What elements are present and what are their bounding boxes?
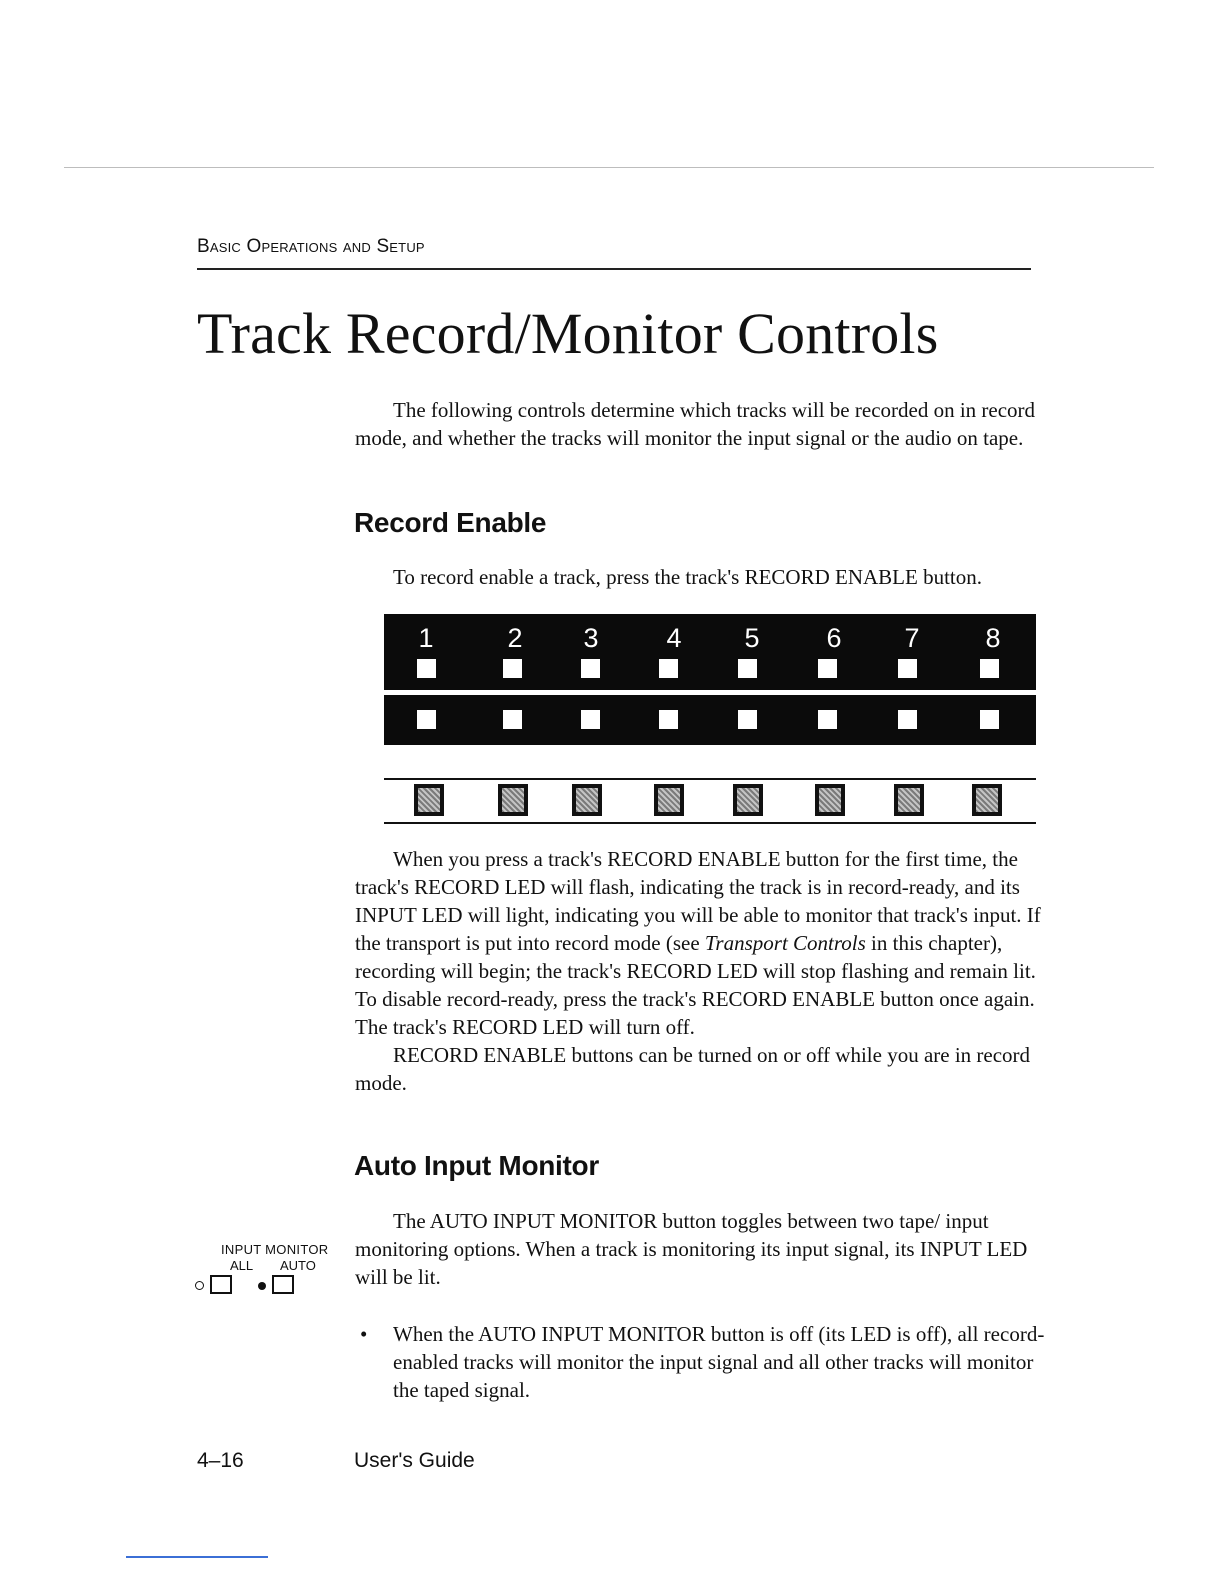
running-head-text: asic Operations and Setup: [209, 236, 425, 257]
track-number: 6: [826, 623, 842, 653]
auto-input-monitor-heading: Auto Input Monitor: [354, 1150, 599, 1181]
paragraph-text: When you press a track's RECORD ENABLE button for the first time, the track's RECORD LED will flash, indicating the track is in record-ready, and its INPUT LED will light, indicating you will be able to monitor that track's input. If the transport is put into record mode (see: [355, 847, 1041, 955]
track-number: 8: [985, 623, 1001, 653]
bottom-rule: [126, 1556, 268, 1558]
record-enable-button[interactable]: [414, 784, 444, 816]
top-rule: [64, 167, 1154, 168]
record-led: [980, 659, 999, 678]
running-head-initial: B: [197, 236, 210, 257]
running-head: [197, 236, 425, 258]
record-enable-button[interactable]: [654, 784, 684, 816]
record-enable-button[interactable]: [972, 784, 1002, 816]
record-led: [738, 659, 757, 678]
page-title: Track Record/Monitor Controls: [197, 301, 939, 366]
input-led-strip: [384, 695, 1036, 745]
auto-input-monitor-paragraph: The AUTO INPUT MONITOR button toggles between two tape/ input monitoring options. When a track is monitoring its input signal, its INPUT LED will be lit.: [355, 1209, 1028, 1289]
record-enable-button[interactable]: [498, 784, 528, 816]
record-enable-button[interactable]: [733, 784, 763, 816]
record-led: [417, 659, 436, 678]
input-led: [417, 710, 436, 729]
auto-label: AUTO: [280, 1258, 316, 1273]
input-monitor-side-panel: [208, 1238, 348, 1298]
track-number: 3: [583, 623, 599, 653]
record-led-strip: [384, 614, 1036, 690]
track-number: 5: [744, 623, 760, 653]
all-label: ALL: [230, 1258, 254, 1273]
record-enable-button-row: [384, 778, 1036, 824]
input-led: [980, 710, 999, 729]
footer-title: User's Guide: [354, 1449, 475, 1472]
track-number: 7: [904, 623, 920, 653]
record-enable-button[interactable]: [572, 784, 602, 816]
record-led: [503, 659, 522, 678]
all-led-icon: [195, 1281, 204, 1290]
input-monitor-label: INPUT MONITOR: [221, 1242, 329, 1257]
page-number: 4–16: [197, 1449, 244, 1472]
record-enable-description: [355, 845, 1060, 1097]
record-led: [581, 659, 600, 678]
record-enable-button[interactable]: [894, 784, 924, 816]
input-led: [659, 710, 678, 729]
paragraph-text: in this chapter), recording will begin; the track's RECORD LED will stop flashing and remain lit. To disable record-ready, press the track's RECORD ENABLE button once again. The track's RECORD LED will turn off.: [355, 931, 1036, 1039]
track-number: 4: [666, 623, 682, 653]
all-input-monitor-button[interactable]: [210, 1275, 232, 1294]
input-led: [818, 710, 837, 729]
record-led: [898, 659, 917, 678]
track-number: 1: [418, 623, 434, 653]
record-enable-paragraph-2: RECORD ENABLE buttons can be turned on or off while you are in record mode.: [355, 1043, 1031, 1095]
record-enable-button[interactable]: [815, 784, 845, 816]
transport-controls-reference: Transport Controls: [704, 931, 866, 955]
track-number: 2: [507, 623, 523, 653]
track-panel-illustration: [384, 614, 1036, 745]
input-led: [503, 710, 522, 729]
list-item: [355, 1320, 1060, 1404]
intro-paragraph: The following controls determine which tracks will be recorded on in record mode, and whether the tracks will monitor the input signal or the audio on tape.: [355, 398, 1036, 450]
running-head-bar: [197, 236, 1031, 270]
bullet-icon: •: [360, 1322, 368, 1346]
record-enable-instruction: To record enable a track, press the track's RECORD ENABLE button.: [393, 565, 982, 589]
record-enable-paragraph: [355, 845, 1060, 1041]
auto-input-monitor-button[interactable]: [272, 1275, 294, 1294]
auto-input-monitor-bullets: [355, 1320, 1060, 1404]
input-led: [898, 710, 917, 729]
input-led: [738, 710, 757, 729]
auto-led-icon: [258, 1282, 266, 1290]
bullet-text: When the AUTO INPUT MONITOR button is off (its LED is off), all record-enabled tracks will monitor the input signal and all other tracks will monitor the taped signal.: [393, 1322, 1045, 1402]
record-enable-heading: Record Enable: [354, 507, 547, 538]
input-led: [581, 710, 600, 729]
record-led: [659, 659, 678, 678]
record-led: [818, 659, 837, 678]
